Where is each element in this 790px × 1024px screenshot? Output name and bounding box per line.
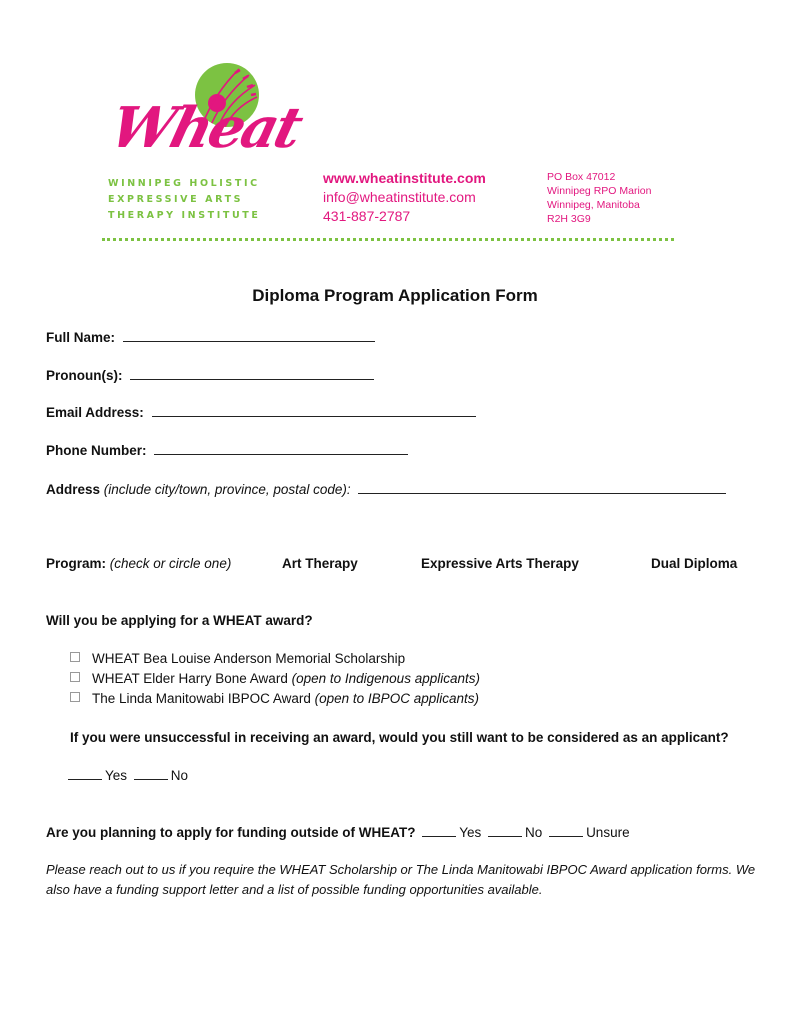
page-title: Diploma Program Application Form bbox=[252, 286, 538, 305]
funding-unsure-blank[interactable] bbox=[549, 824, 583, 837]
award-option[interactable] bbox=[70, 671, 480, 686]
followup-no-blank[interactable] bbox=[134, 767, 168, 780]
program-option-dual-diploma[interactable]: Dual Diploma bbox=[651, 556, 738, 571]
funding-no-label: No bbox=[525, 825, 543, 840]
address-field[interactable] bbox=[358, 481, 726, 494]
award-followup-answers bbox=[68, 767, 188, 783]
pronouns-row bbox=[46, 367, 374, 383]
logo-subtitle-line: THERAPY INSTITUTE bbox=[108, 210, 261, 221]
full-name-row bbox=[46, 329, 375, 345]
email-row bbox=[46, 404, 476, 420]
award-option[interactable] bbox=[70, 691, 479, 706]
followup-yes-label: Yes bbox=[105, 768, 128, 783]
award-option-note: (open to IBPOC applicants) bbox=[314, 691, 479, 706]
email-link[interactable]: info@wheatinstitute.com bbox=[323, 189, 476, 205]
funding-yes-label: Yes bbox=[459, 825, 482, 840]
address-line: R2H 3G9 bbox=[547, 213, 591, 225]
award-question: Will you be applying for a WHEAT award? bbox=[46, 613, 313, 628]
award-option[interactable] bbox=[70, 651, 405, 666]
program-option-expressive-arts-therapy[interactable]: Expressive Arts Therapy bbox=[421, 556, 579, 571]
award-option-note: (open to Indigenous applicants) bbox=[291, 671, 480, 686]
funding-note: Please reach out to us if you require the WHEAT Scholarship or The Linda Manitowabi IBPOC Award application forms. We also have a funding support letter and a list of possible funding opportunities available. bbox=[46, 862, 756, 897]
funding-yes-blank[interactable] bbox=[422, 824, 456, 837]
phone-label: Phone Number: bbox=[46, 443, 147, 458]
checkbox[interactable] bbox=[70, 652, 80, 662]
program-row bbox=[46, 556, 231, 571]
funding-no-blank[interactable] bbox=[488, 824, 522, 837]
logo-subtitle-line: WINNIPEG HOLISTIC bbox=[108, 178, 260, 189]
pronouns-field[interactable] bbox=[130, 367, 374, 380]
logo-subtitle-line: EXPRESSIVE ARTS bbox=[108, 194, 244, 205]
address-line: PO Box 47012 bbox=[547, 171, 616, 183]
address-line: Winnipeg, Manitoba bbox=[547, 199, 640, 211]
phone-row bbox=[46, 442, 408, 458]
program-label: Program: bbox=[46, 556, 107, 571]
email-field[interactable] bbox=[152, 404, 476, 417]
logo-wordmark: Wheat bbox=[103, 95, 307, 161]
checkbox[interactable] bbox=[70, 672, 80, 682]
award-option-label: WHEAT Elder Harry Bone Award bbox=[92, 671, 288, 686]
address-label: Address bbox=[46, 482, 101, 497]
pronouns-label: Pronoun(s): bbox=[46, 368, 123, 383]
followup-no-label: No bbox=[170, 768, 189, 783]
program-hint: (check or circle one) bbox=[109, 556, 232, 571]
address-hint: (include city/town, province, postal code): bbox=[103, 482, 351, 497]
website-link[interactable]: www.wheatinstitute.com bbox=[323, 170, 486, 186]
address-line: Winnipeg RPO Marion bbox=[547, 185, 652, 197]
funding-unsure-label: Unsure bbox=[586, 825, 630, 840]
funding-row bbox=[46, 824, 630, 840]
award-followup-question: If you were unsuccessful in receiving an award, would you still want to be considered as an applicant? bbox=[70, 730, 729, 745]
award-option-label: WHEAT Bea Louise Anderson Memorial Scholarship bbox=[92, 651, 406, 666]
award-option-label: The Linda Manitowabi IBPOC Award bbox=[92, 691, 311, 706]
funding-question: Are you planning to apply for funding outside of WHEAT? bbox=[46, 825, 416, 840]
phone-number: 431-887-2787 bbox=[323, 208, 411, 224]
program-option-art-therapy[interactable]: Art Therapy bbox=[282, 556, 358, 571]
email-label: Email Address: bbox=[46, 405, 144, 420]
checkbox[interactable] bbox=[70, 692, 80, 702]
header-divider bbox=[102, 238, 674, 241]
full-name-field[interactable] bbox=[123, 329, 375, 342]
phone-field[interactable] bbox=[154, 442, 408, 455]
full-name-label: Full Name: bbox=[46, 330, 116, 345]
address-row bbox=[46, 481, 726, 497]
followup-yes-blank[interactable] bbox=[68, 767, 102, 780]
